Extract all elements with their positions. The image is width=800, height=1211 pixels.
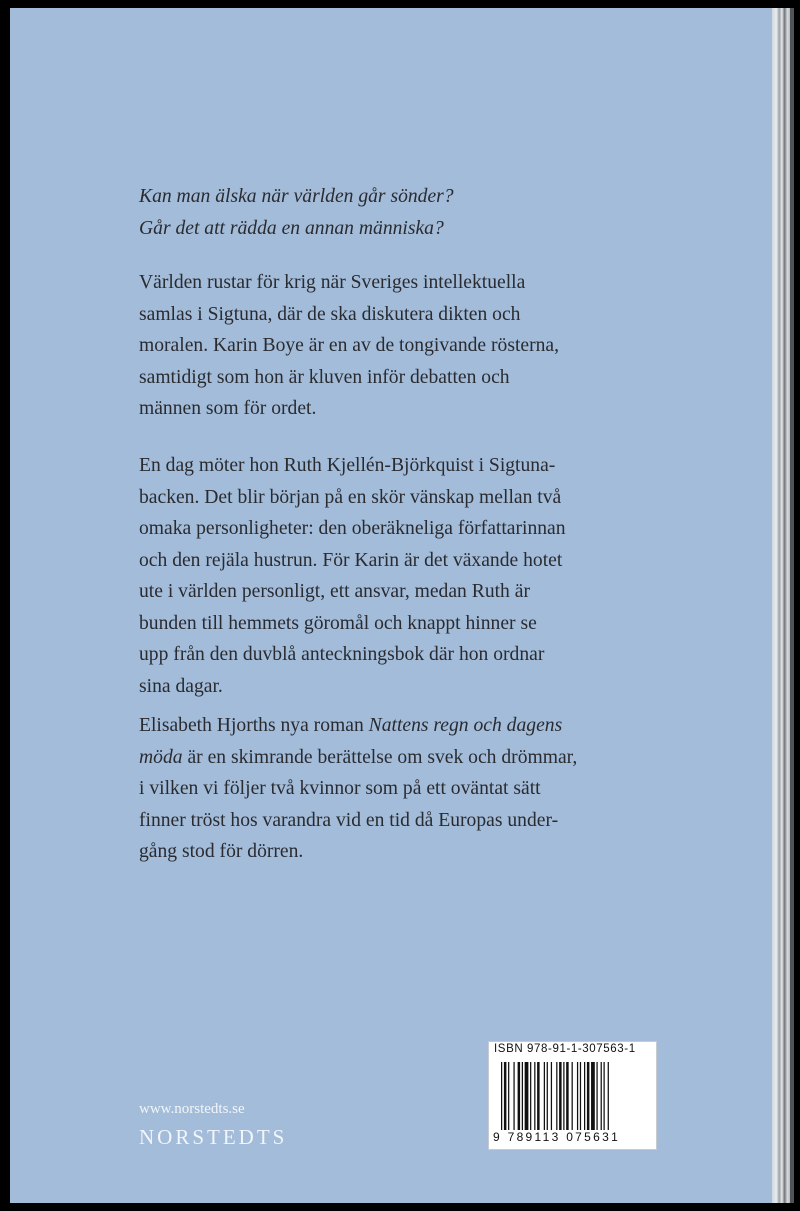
barcode-bar bbox=[580, 1062, 581, 1130]
text-line: moralen. Karin Boye är en av de tongivande rösterna, bbox=[139, 335, 560, 356]
barcode-bar bbox=[608, 1062, 609, 1130]
barcode-bar bbox=[604, 1062, 605, 1130]
text-line: männen som för ordet. bbox=[139, 398, 317, 419]
barcode-bar bbox=[551, 1062, 552, 1130]
barcode-bar bbox=[572, 1062, 573, 1130]
barcode-bar bbox=[577, 1062, 578, 1130]
text-line: En dag möter hon Ruth Kjellén-Björkquist i Sigtuna- bbox=[139, 455, 556, 476]
barcode-bar bbox=[591, 1062, 595, 1130]
barcode-bar bbox=[501, 1062, 502, 1130]
barcode-bar bbox=[504, 1062, 507, 1130]
text-line: backen. Det blir början på en skör vänskap mellan två bbox=[139, 486, 562, 508]
book-title: möda bbox=[139, 746, 183, 768]
text-line: och den rejäla hustrun. För Karin är det växande hotet bbox=[139, 549, 563, 571]
book-title: Nattens regn och dagens bbox=[368, 715, 563, 736]
text-line: i vilken vi följer två kvinnor som på ett oväntat sätt bbox=[139, 778, 541, 799]
barcode-bars bbox=[501, 1062, 647, 1130]
text-line: bunden till hemmets göromål och knappt hinner se bbox=[139, 612, 537, 634]
barcode-bar bbox=[522, 1062, 523, 1130]
book-spine bbox=[772, 8, 790, 1203]
lead-line: Kan man älska när världen går sönder? bbox=[139, 186, 454, 207]
barcode-bar bbox=[508, 1062, 509, 1130]
lead-line: Går det att rädda en annan människa? bbox=[139, 217, 444, 239]
barcode-bar bbox=[547, 1062, 548, 1130]
barcode-bar bbox=[566, 1062, 569, 1130]
text-line: ute i världen personligt, ett ansvar, medan Ruth är bbox=[139, 581, 530, 602]
barcode-bar bbox=[513, 1062, 514, 1130]
barcode-bar bbox=[587, 1062, 590, 1130]
text-line bbox=[139, 742, 669, 774]
barcode-bar bbox=[559, 1062, 562, 1130]
barcode-bar bbox=[534, 1062, 535, 1130]
text-line: Världen rustar för krig när Sveriges intellektuella bbox=[139, 272, 526, 293]
barcode-bar bbox=[518, 1062, 521, 1130]
barcode-bar bbox=[601, 1062, 602, 1130]
barcode bbox=[488, 1041, 657, 1150]
barcode-bar bbox=[537, 1062, 540, 1130]
paragraph-1 bbox=[139, 267, 669, 425]
lead-questions bbox=[139, 181, 669, 244]
text-line: sina dagar. bbox=[139, 675, 223, 697]
text-line: samtidigt som hon är kluven inför debatten och bbox=[139, 366, 510, 388]
barcode-bar bbox=[525, 1062, 529, 1130]
barcode-bar bbox=[563, 1062, 564, 1130]
barcode-bar bbox=[556, 1062, 557, 1130]
text-line: gång stod för dörren. bbox=[139, 841, 304, 862]
text-segment: Elisabeth Hjorths nya roman bbox=[139, 715, 369, 736]
barcode-bar bbox=[596, 1062, 597, 1130]
publisher-url: www.norstedts.se bbox=[139, 1101, 245, 1117]
spine-edge bbox=[790, 8, 794, 1203]
isbn-label: ISBN 978-91-1-307563-1 bbox=[494, 1043, 636, 1055]
text-line: samlas i Sigtuna, där de ska diskutera dikten och bbox=[139, 303, 521, 325]
text-segment: är en skimrande berättelse om svek och drömmar, bbox=[182, 746, 578, 768]
text-line: upp från den duvblå anteckningsbok där hon ordnar bbox=[139, 644, 545, 665]
barcode-digits: 9 789113 075631 bbox=[493, 1130, 621, 1144]
barcode-bar bbox=[584, 1062, 585, 1130]
barcode-bar bbox=[530, 1062, 531, 1130]
barcode-bar bbox=[544, 1062, 545, 1130]
text-line bbox=[139, 710, 669, 742]
paragraph-3 bbox=[139, 710, 669, 868]
text-line: omaka personligheter: den oberäkneliga författarinnan bbox=[139, 518, 566, 539]
text-line: finner tröst hos varandra vid en tid då Europas under- bbox=[139, 809, 559, 831]
paragraph-2 bbox=[139, 450, 669, 702]
publisher-logo: NORSTEDTS bbox=[139, 1125, 288, 1149]
